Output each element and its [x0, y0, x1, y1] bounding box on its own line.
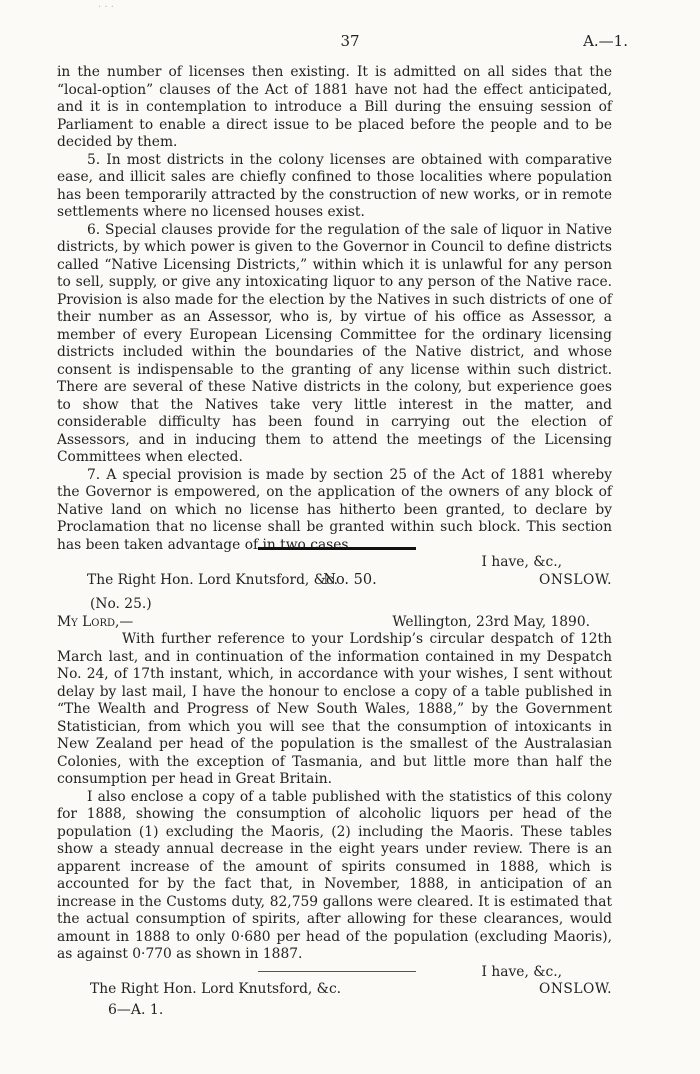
letter-1	[57, 64, 612, 589]
section-divider	[258, 547, 416, 550]
letter-2-salutation-row	[57, 614, 612, 632]
letter-2-place-date: Wellington, 23rd May, 1890.	[392, 613, 590, 630]
letter-2-signature: ONSLOW.	[539, 981, 612, 997]
letter-2	[57, 596, 612, 999]
signature-mark: 6—A. 1.	[108, 1002, 164, 1018]
letter-1-paragraph-7: 7. A special provision is made by section 25 of the Act of 1881 whereby the Governor is empowered, on the application of the owners of any block of Native land on which no license has hitherto been granted, to declare by Proclamation that no license shall be granted within such block. This section has been taken advantage of in two cases.	[57, 466, 612, 553]
letter-2-recipient: The Right Hon. Lord Knutsford, &c.	[90, 981, 342, 997]
letter-1-paragraph-continuation: in the number of licenses then existing. It is admitted on all sides that the “local-option” clauses of the Act of 1881 have not had the effect anticipated, and it is in contemplation to introduce a Bill during the ensuing session of Parliament to enable a direct issue to be placed before the people and to be decided by them.	[57, 64, 612, 150]
despatch-number-heading: No. 50.	[323, 572, 377, 588]
letter-1-paragraph-6: 6. Special clauses provide for the regulation of the sale of liquor in Native districts, by which power is given to the Governor in Council to define districts called “Native Licensing Districts,” within which it is unlawful for any person to sell, supply, or give any intoxicating liquor to any person of the Native race. Provision is also made for the election by the Natives in such districts of one of their number as an Assessor, who is, by virtue of his office as Assessor, a member of every European Licensing Committee for the ordinary licensing districts included within the boundaries of the Native district, and whose consent is indispensable to the granting of any license within such district. There are several of these Native districts in the colony, but experience goes to show that the Natives take very little interest in the matter, and considerable difficulty has been found in carrying out the election of Assessors, and in inducing them to attend the meetings of the Licensing Committees when elected.	[57, 221, 612, 465]
letter-2-paragraph-2: I also enclose a copy of a table published with the statistics of this colony for 1888, showing the consumption of alcoholic liquors per head of the population (1) excluding the Maoris, (2) including the Maoris. These tables show a steady annual decrease in the eight years under review. There is an apparent increase of the amount of spirits consumed in 1888, which is accounted for by the fact that, in November, 1888, in anticipation of an increase in the Customs duty, 82,759 gallons were cleared. It is estimated that the actual consumption of spirits, after allowing for these clearances, would amount in 1888 to only 0·680 per head of the population (excluding Maoris), as against 0·770 as shown in 1887.	[57, 788, 612, 962]
letter-2-closing: I have, &c.,	[481, 963, 562, 980]
page-number: 37	[340, 32, 360, 50]
end-divider	[258, 971, 416, 972]
top-speck: · · ·	[98, 2, 114, 13]
series-reference: A.—1.	[583, 32, 628, 50]
letter-1-paragraph-5: 5. In most districts in the colony licenses are obtained with comparative ease, and illicit sales are chiefly confined to those localities where population has been temporarily attracted by the construction of new works, or in remote settlements where no licensed houses exist.	[57, 151, 612, 220]
letter-2-reference: (No. 25.)	[90, 596, 152, 612]
letter-2-paragraph-1: With further reference to your Lordship’s circular despatch of 12th March last, and in continuation of the information contained in my Despatch No. 24, of 17th instant, which, in accordance with your wishes, I sent without delay by last mail, I have the honour to enclose a copy of a table published in “The Wealth and Progress of New South Wales, 1888,” by the Government Statistician, from which you will see that the consumption of intoxicants in New Zealand per head of the population is the smallest of the Australasian Colonies, with the exception of Tasmania, and but little more than half the consumption per head in Great Britain.	[57, 631, 612, 787]
letter-1-recipient: The Right Hon. Lord Knutsford, &c.	[87, 571, 339, 588]
letter-2-salutation: My Lord,—	[57, 613, 134, 630]
letter-1-closing: I have, &c.,	[481, 554, 562, 570]
letter-2-signoff	[57, 981, 612, 999]
letter-1-signature: ONSLOW.	[539, 571, 612, 588]
